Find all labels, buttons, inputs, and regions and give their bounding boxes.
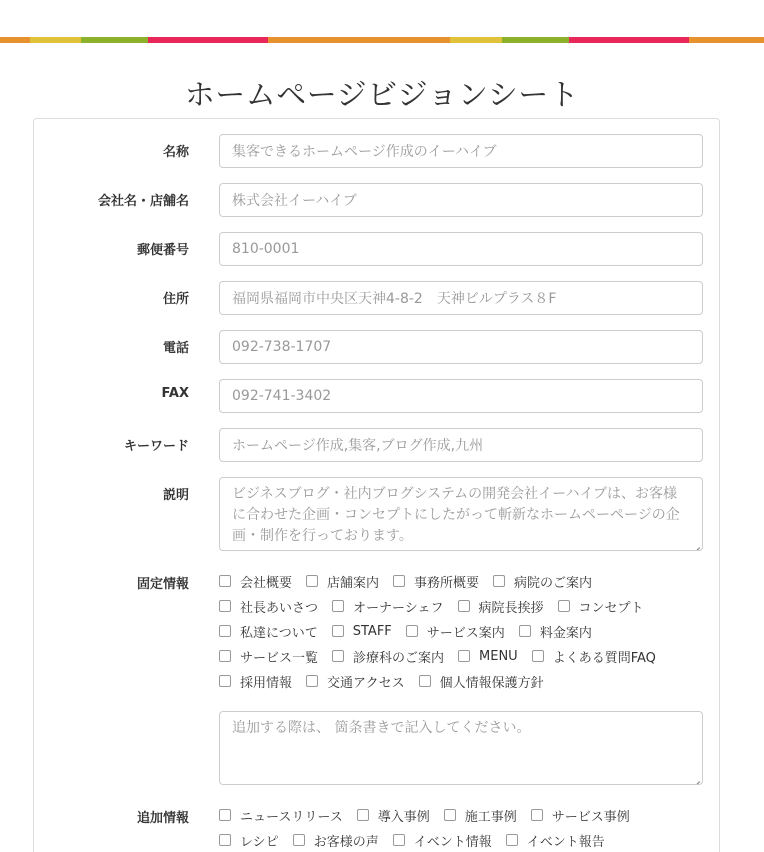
checkbox[interactable] xyxy=(219,600,231,612)
additional-option[interactable] xyxy=(219,806,343,825)
checkbox[interactable] xyxy=(458,600,470,612)
stripe-segment xyxy=(689,37,764,43)
option-label: 社長あいさつ xyxy=(240,600,319,616)
fixed-info-row xyxy=(219,646,719,666)
checkbox[interactable] xyxy=(558,600,570,612)
option-label: 導入事例 xyxy=(377,809,430,825)
fixed-option[interactable] xyxy=(493,572,592,591)
checkbox[interactable] xyxy=(219,650,231,662)
checkbox[interactable] xyxy=(532,650,544,662)
stripe-segment xyxy=(502,37,569,43)
fixed-option[interactable] xyxy=(406,622,505,641)
fixed-info-row xyxy=(219,571,719,591)
option-label: オーナーシェフ xyxy=(353,600,444,616)
keywords-placeholder: ホームページ作成,集客,ブログ作成,九州 xyxy=(232,438,484,454)
checkbox[interactable] xyxy=(506,834,518,846)
fixed-option[interactable] xyxy=(393,572,479,591)
fixed-option[interactable] xyxy=(306,672,405,691)
description-label: 説明 xyxy=(162,488,189,503)
page-title: ホームページビジョンシート xyxy=(184,78,580,113)
fixed-option[interactable] xyxy=(532,647,656,666)
stripe-segment xyxy=(450,37,502,43)
stripe-segment xyxy=(148,37,268,43)
company-placeholder: 株式会社イーハイブ xyxy=(232,193,357,209)
checkbox[interactable] xyxy=(306,575,318,587)
fixed-option[interactable] xyxy=(419,672,544,691)
option-label: イベント情報 xyxy=(413,834,492,850)
fixed-option[interactable] xyxy=(332,624,392,639)
fixed-info-extra-textarea[interactable] xyxy=(219,711,703,785)
postal-label: 郵便番号 xyxy=(136,243,189,258)
fixed-option[interactable] xyxy=(306,572,379,591)
checkbox[interactable] xyxy=(332,650,344,662)
keywords-label: キーワード xyxy=(123,439,189,454)
checkbox[interactable] xyxy=(219,575,231,587)
option-label: 私達について xyxy=(240,625,318,641)
option-label: サービス案内 xyxy=(426,625,505,641)
stripe-segment xyxy=(569,37,689,43)
fixed-option[interactable] xyxy=(219,647,318,666)
additional-option[interactable] xyxy=(357,806,430,825)
keywords-input[interactable] xyxy=(219,428,703,462)
option-label: 個人情報保護方針 xyxy=(439,675,544,691)
checkbox[interactable] xyxy=(219,809,231,821)
checkbox[interactable] xyxy=(306,675,318,687)
name-label: 名称 xyxy=(162,145,189,160)
checkbox[interactable] xyxy=(219,675,231,687)
additional-option[interactable] xyxy=(531,806,630,825)
phone-placeholder: 092-738-1707 xyxy=(232,339,332,355)
fixed-option[interactable] xyxy=(219,622,318,641)
fixed-info-row xyxy=(219,621,719,641)
fixed-info-extra-placeholder: 追加する際は、 箇条書きで記入してください。 xyxy=(232,720,531,736)
checkbox[interactable] xyxy=(219,834,231,846)
stripe-segment xyxy=(81,37,148,43)
option-label: 診療科のご案内 xyxy=(353,650,445,666)
additional-option[interactable] xyxy=(393,831,492,850)
checkbox[interactable] xyxy=(219,625,231,637)
option-label: 交通アクセス xyxy=(327,675,405,691)
checkbox[interactable] xyxy=(419,675,431,687)
resize-handle-icon[interactable] xyxy=(692,774,700,782)
description-placeholder: ビジネスブログ・社内ブログシステムの開発会社イーハイブは、お客様に合わせた企画・コンセプトにしたがって斬新なホームペーページの企画・制作を行っております。 xyxy=(232,486,680,544)
fixed-info-row xyxy=(219,596,719,616)
checkbox[interactable] xyxy=(458,650,470,662)
fixed-option[interactable] xyxy=(332,597,443,616)
description-textarea[interactable] xyxy=(219,477,703,551)
fax-label: FAX xyxy=(161,386,189,401)
checkbox[interactable] xyxy=(531,809,543,821)
fixed-option[interactable] xyxy=(332,647,444,666)
checkbox[interactable] xyxy=(393,834,405,846)
option-label: STAFF xyxy=(352,623,392,639)
option-label: 採用情報 xyxy=(240,675,293,691)
fixed-option[interactable] xyxy=(458,597,544,616)
fax-input[interactable] xyxy=(219,379,703,413)
option-label: サービス一覧 xyxy=(240,650,319,666)
fixed-info-label: 固定情報 xyxy=(136,577,189,592)
address-label: 住所 xyxy=(162,292,189,307)
resize-handle-icon[interactable] xyxy=(692,540,700,548)
option-label: 会社概要 xyxy=(240,575,293,591)
additional-info-row xyxy=(219,805,719,825)
fixed-option[interactable] xyxy=(458,649,518,664)
address-input[interactable] xyxy=(219,281,703,315)
option-label: レシピ xyxy=(240,834,279,850)
option-label: 病院のご案内 xyxy=(514,575,593,591)
checkbox[interactable] xyxy=(393,575,405,587)
company-input[interactable] xyxy=(219,183,703,217)
postal-placeholder: 810-0001 xyxy=(232,241,300,257)
option-label: 病院長挨拶 xyxy=(478,600,544,616)
option-label: お客様の声 xyxy=(313,834,379,850)
fixed-option[interactable] xyxy=(219,572,292,591)
additional-info-label: 追加情報 xyxy=(136,811,189,826)
option-label: 店舗案内 xyxy=(327,575,380,591)
fixed-info-row xyxy=(219,671,719,691)
stripe-segment xyxy=(30,37,81,43)
option-label: ニュースリリース xyxy=(240,809,343,825)
fixed-option[interactable] xyxy=(558,597,644,616)
option-label: 事務所概要 xyxy=(414,575,480,591)
name-placeholder: 集客できるホームページ作成のイーハイブ xyxy=(232,144,497,160)
option-label: よくある質問FAQ xyxy=(552,650,656,666)
checkbox[interactable] xyxy=(406,625,418,637)
additional-option[interactable] xyxy=(219,831,279,850)
fixed-option[interactable] xyxy=(519,622,592,641)
phone-input[interactable] xyxy=(219,330,703,364)
stripe-segment xyxy=(268,37,450,43)
checkbox[interactable] xyxy=(332,600,344,612)
option-label: コンセプト xyxy=(578,600,644,616)
option-label: MENU xyxy=(479,648,518,664)
additional-option[interactable] xyxy=(444,806,517,825)
postal-input[interactable] xyxy=(219,232,703,266)
fixed-option[interactable] xyxy=(219,672,292,691)
fixed-option[interactable] xyxy=(219,597,318,616)
checkbox[interactable] xyxy=(444,809,456,821)
phone-label: 電話 xyxy=(162,341,189,356)
color-stripe xyxy=(0,37,764,43)
stripe-segment xyxy=(0,37,30,43)
option-label: イベント報告 xyxy=(526,834,605,850)
fax-placeholder: 092-741-3402 xyxy=(232,388,332,404)
address-placeholder: 福岡県福岡市中央区天神4-8-2 天神ビルプラス８F xyxy=(232,291,557,307)
additional-option[interactable] xyxy=(293,831,379,850)
company-label: 会社名・店舗名 xyxy=(97,194,189,209)
option-label: 施工事例 xyxy=(464,809,517,825)
checkbox[interactable] xyxy=(293,834,305,846)
name-input[interactable] xyxy=(219,134,703,168)
option-label: サービス事例 xyxy=(551,809,630,825)
checkbox[interactable] xyxy=(332,625,344,637)
checkbox[interactable] xyxy=(519,625,531,637)
additional-info-row xyxy=(219,830,719,850)
additional-option[interactable] xyxy=(506,831,605,850)
checkbox[interactable] xyxy=(357,809,369,821)
option-label: 料金案内 xyxy=(539,625,592,641)
checkbox[interactable] xyxy=(493,575,505,587)
